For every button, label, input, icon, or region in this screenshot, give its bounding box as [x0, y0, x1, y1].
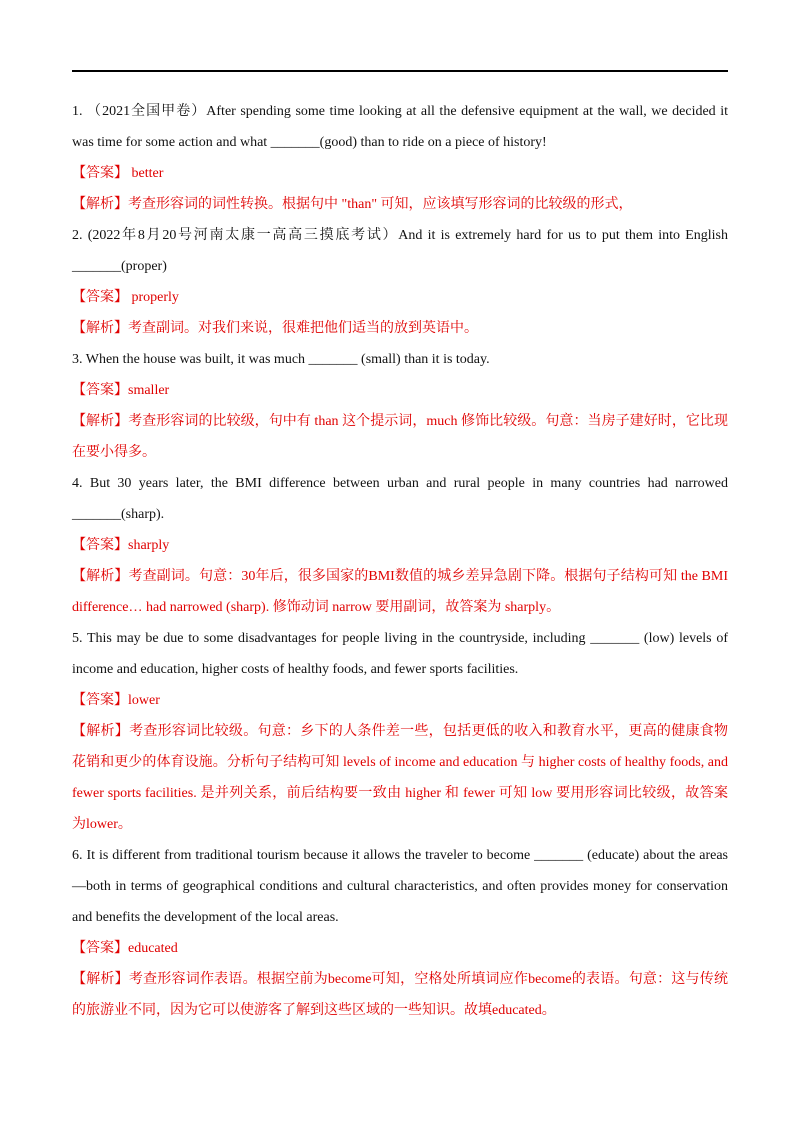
answer-value: lower [128, 693, 160, 708]
explanation-6: 【解析】考查形容词作表语。根据空前为become可知，空格处所填词应作become的表语。句意：这与传统的旅游业不同，因为它可以使游客了解到这些区域的一些知识。故填educated。 [72, 972, 728, 1018]
explanation-5: 【解析】考查形容词比较级。句意：乡下的人条件差一些，包括更低的收入和教育水平，更高的健康食物花销和更少的体育设施。分析句子结构可知 levels of income and education 与 higher costs of healthy foods, and fewer sports facilities. 是并列关系，前后结构要一致由 higher 和 fewer 可知 low 要用形容词比较级，故答案为lower。 [72, 724, 728, 832]
answer-2 [72, 282, 728, 313]
answer-tag: 【答案】 [72, 693, 128, 708]
answer-value: educated [128, 941, 178, 956]
question-5: 5. This may be due to some disadvantages for people living in the countryside, including _______ (low) levels of income and education, higher costs of healthy foods, and fewer sports facilities. [72, 631, 728, 677]
question-6: 6. It is different from traditional tourism because it allows the traveler to become _______ (educate) about the areas—both in terms of geographical conditions and cultural characteristics, and often provides money for conservation and benefits the development of the local areas. [72, 848, 728, 925]
answer-value: properly [128, 290, 179, 305]
answer-value: smaller [128, 383, 170, 398]
answer-value: better [128, 166, 164, 181]
explanation-1: 【解析】考查形容词的词性转换。根据句中 "than" 可知，应该填写形容词的比较级的形式， [72, 197, 633, 212]
answer-tag: 【答案】 [72, 166, 128, 181]
answer-1 [72, 158, 728, 189]
explanation-2: 【解析】考查副词。对我们来说，很难把他们适当的放到英语中。 [72, 321, 478, 336]
header-rule [72, 70, 728, 72]
explanation-3: 【解析】考查形容词的比较级，句中有 than 这个提示词，much 修饰比较级。句意：当房子建好时，它比现在要小得多。 [72, 414, 728, 460]
exercise-content [72, 96, 728, 1026]
answer-tag: 【答案】 [72, 538, 128, 553]
answer-3 [72, 375, 728, 406]
answer-value: sharply [128, 538, 170, 553]
answer-tag: 【答案】 [72, 941, 128, 956]
question-2: 2. (2022年8月20号河南太康一高高三摸底考试）And it is extremely hard for us to put them into English _______(proper) [72, 228, 728, 274]
answer-tag: 【答案】 [72, 383, 128, 398]
answer-5 [72, 685, 728, 716]
answer-4 [72, 530, 728, 561]
question-4: 4. But 30 years later, the BMI difference between urban and rural people in many countries had narrowed _______(sharp). [72, 476, 728, 522]
question-3: 3. When the house was built, it was much _______ (small) than it is today. [72, 352, 490, 367]
question-1: 1. （2021全国甲卷）After spending some time looking at all the defensive equipment at the wall, we decided it was time for some action and what _______(good) than to ride on a piece of history! [72, 104, 728, 150]
answer-tag: 【答案】 [72, 290, 128, 305]
answer-6 [72, 933, 728, 964]
explanation-4: 【解析】考查副词。句意：30年后，很多国家的BMI数值的城乡差异急剧下降。根据句子结构可知 the BMI difference… had narrowed (sharp). 修饰动词 narrow 要用副词，故答案为 sharply。 [72, 569, 728, 615]
